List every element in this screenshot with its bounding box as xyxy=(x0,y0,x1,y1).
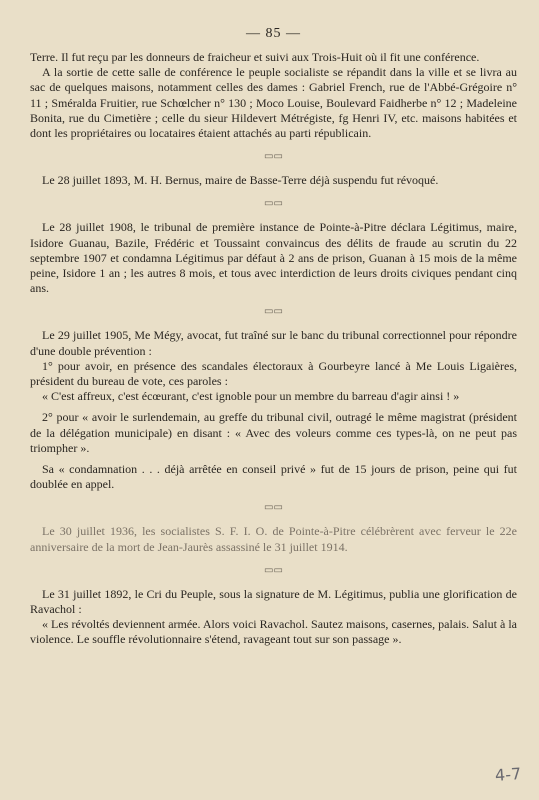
paragraph-11: Le 31 juillet 1892, le Cri du Peuple, sous la signature de M. Légitimus, publia une glorification de Ravachol : xyxy=(30,586,517,617)
handwritten-corner-note: 4-7 xyxy=(494,764,522,785)
section-separator-5: ▭▭ xyxy=(264,564,283,576)
paragraph-2: A la sortie de cette salle de conférence le peuple socialiste se répandit dans la ville et se livra au sac de quelques maisons, notamment celles des dames : Gabriel French, rue de l'Abbé-Grégoire n° 11 ; Sméralda Fruitier, rue Schœlcher n° 130 ; Moco Louise, Boulevard Faidherbe n° 12 ; Madeleine Bonita, rue du Cimetière ; celle du sieur Hildevert Métrégiste, fg Henri IV, etc. maisons habitées et dont les propriétaires ou locataires étaient attachés au parti républicain. xyxy=(30,65,517,141)
paragraph-6: 1° pour avoir, en présence des scandales électoraux à Gourbeyre lancé à Me Louis Ligaières, président du bureau de vote, ces paroles : xyxy=(30,358,517,389)
section-separator-1: ▭▭ xyxy=(264,151,283,163)
section-separator-4: ▭▭ xyxy=(264,502,283,514)
paragraph-5: Le 29 juillet 1905, Me Mégy, avocat, fut traîné sur le banc du tribunal correctionnel pour répondre d'une double prévention : xyxy=(30,328,517,358)
paragraph-8: 2° pour « avoir le surlendemain, au greffe du tribunal civil, outragé le même magistrat (président de la délégation municipale) en disant : « Avec des voleurs comme ces types-là, on ne peut pas triompher ». xyxy=(30,410,517,455)
paragraph-7: « C'est affreux, c'est écœurant, c'est ignoble pour un membre du barreau d'agir ainsi ! » xyxy=(42,389,460,404)
paragraph-4: Le 28 juillet 1908, le tribunal de première instance de Pointe-à-Pitre déclara Légitimus, maire, Isidore Guanau, Bazile, Frédéric et Toussaint convaincus des délits de fraude au scrutin du 22 septembre 1907 et condamna Légitimus par défaut à 2 ans de prison, Guanan à 15 mois de la même peine, Isidore 1 an ; les autres 8 mois, et tous avec interdiction de leurs droits civiques pendant cinq ans. xyxy=(30,220,517,296)
section-separator-2: ▭▭ xyxy=(264,198,283,210)
section-separator-3: ▭▭ xyxy=(264,306,283,318)
paragraph-10: Le 30 juillet 1936, les socialistes S. F. I. O. de Pointe-à-Pitre célébrèrent avec ferveur le 22e anniversaire de la mort de Jean-Jaurès assassiné le 31 juillet 1914. xyxy=(30,524,517,554)
page-number: — 85 — xyxy=(246,26,301,41)
paragraph-9: Sa « condamnation . . . déjà arrêtée en conseil privé » fut de 15 jours de prison, peine qui fut doublée en appel. xyxy=(30,462,517,492)
paragraph-1: Terre. Il fut reçu par les donneurs de fraicheur et suivi aux Trois-Huit où il fit une conférence. xyxy=(30,50,480,64)
paragraph-3: Le 28 juillet 1893, M. H. Bernus, maire de Basse-Terre déjà suspendu fut révoqué. xyxy=(42,173,439,188)
paragraph-12: « Les révoltés deviennent armée. Alors voici Ravachol. Sautez maisons, casernes, palais. Salut à la violence. Le souffle révolutionnaire s'étend, ravageant tout sur son passage ». xyxy=(30,617,517,647)
